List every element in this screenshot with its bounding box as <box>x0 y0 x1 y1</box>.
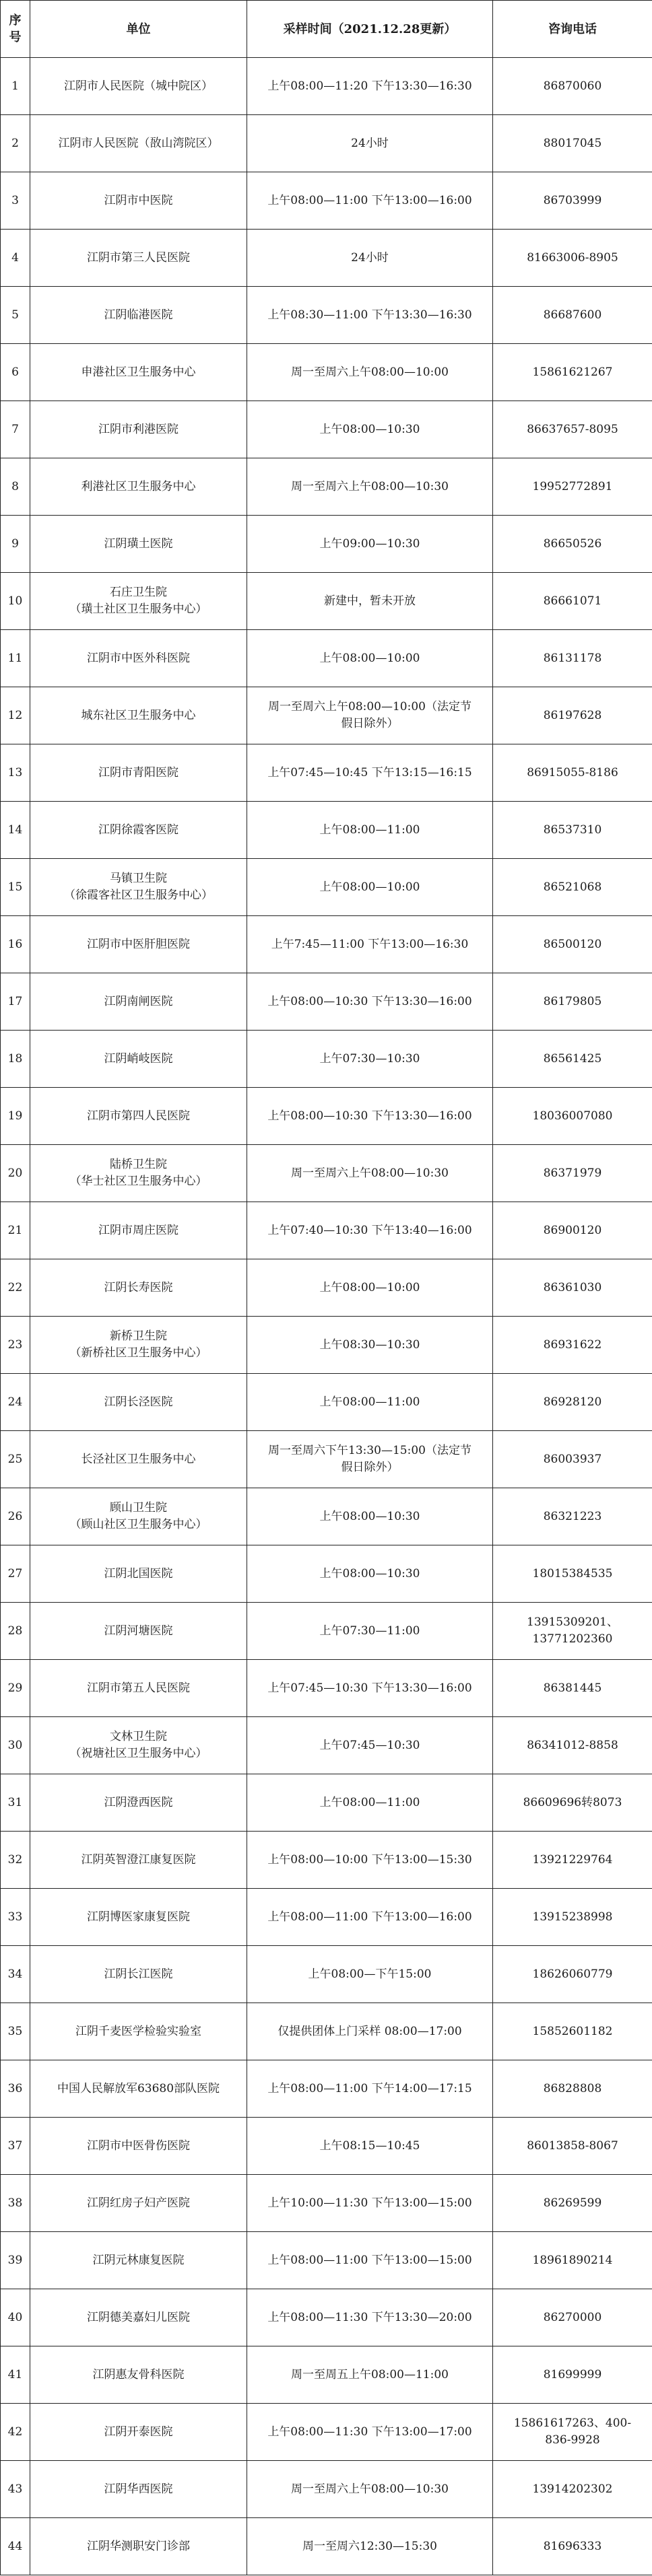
table-row <box>1 802 652 859</box>
cell-no: 40 <box>1 2289 30 2346</box>
cell-no: 23 <box>1 1317 30 1374</box>
cell-time: 周一至周六上午08:00—10:30 <box>247 2461 493 2518</box>
table-row <box>1 172 652 230</box>
table-row <box>1 287 652 344</box>
cell-no: 31 <box>1 1774 30 1832</box>
table-row <box>1 1717 652 1774</box>
table-body <box>1 58 652 2575</box>
cell-no: 30 <box>1 1717 30 1774</box>
cell-unit: 江阴华西医院 <box>30 2461 247 2518</box>
cell-unit: 利港社区卫生服务中心 <box>30 458 247 516</box>
cell-time: 上午08:00—11:20 下午13:30—16:30 <box>247 58 493 115</box>
cell-phone: 86687600 <box>493 287 652 344</box>
cell-no: 17 <box>1 973 30 1031</box>
table-row <box>1 1317 652 1374</box>
cell-no: 44 <box>1 2518 30 2575</box>
cell-time: 上午08:00—10:30 <box>247 401 493 458</box>
cell-phone: 86521068 <box>493 859 652 916</box>
cell-time: 上午08:00—10:00 <box>247 859 493 916</box>
table-row <box>1 1145 652 1202</box>
table-row <box>1 401 652 458</box>
cell-time: 周一至周六上午08:00—10:00 <box>247 344 493 401</box>
table-row <box>1 516 652 573</box>
cell-phone: 13915309201、 13771202360 <box>493 1603 652 1660</box>
cell-phone: 86915055-8186 <box>493 744 652 802</box>
cell-no: 38 <box>1 2175 30 2232</box>
cell-unit: 江阴璜土医院 <box>30 516 247 573</box>
cell-unit: 江阴市利港医院 <box>30 401 247 458</box>
cell-time: 上午10:00—11:30 下午13:00—15:00 <box>247 2175 493 2232</box>
cell-phone: 86661071 <box>493 573 652 630</box>
cell-no: 20 <box>1 1145 30 1202</box>
cell-phone: 13915238998 <box>493 1889 652 1946</box>
cell-no: 13 <box>1 744 30 802</box>
cell-unit: 申港社区卫生服务中心 <box>30 344 247 401</box>
table-row <box>1 1031 652 1088</box>
cell-no: 19 <box>1 1088 30 1145</box>
cell-phone: 18626060779 <box>493 1946 652 2003</box>
cell-no: 41 <box>1 2346 30 2404</box>
table-row <box>1 2461 652 2518</box>
cell-phone: 86270000 <box>493 2289 652 2346</box>
cell-phone: 19952772891 <box>493 458 652 516</box>
cell-no: 1 <box>1 58 30 115</box>
table-row <box>1 973 652 1031</box>
table-row <box>1 2289 652 2346</box>
cell-time: 24小时 <box>247 230 493 287</box>
table-row <box>1 916 652 973</box>
cell-unit: 石庄卫生院 （璜土社区卫生服务中心） <box>30 573 247 630</box>
cell-phone: 88017045 <box>493 115 652 172</box>
cell-time: 上午08:30—10:30 <box>247 1317 493 1374</box>
cell-time: 周一至周六上午08:00—10:30 <box>247 458 493 516</box>
cell-time: 周一至周六上午08:00—10:30 <box>247 1145 493 1202</box>
cell-unit: 长泾社区卫生服务中心 <box>30 1431 247 1488</box>
cell-time: 上午08:00—11:00 <box>247 1774 493 1832</box>
cell-no: 33 <box>1 1889 30 1946</box>
cell-unit: 江阴市第四人民医院 <box>30 1088 247 1145</box>
table-row <box>1 744 652 802</box>
cell-time: 上午08:00—下午15:00 <box>247 1946 493 2003</box>
cell-no: 15 <box>1 859 30 916</box>
cell-phone: 81696333 <box>493 2518 652 2575</box>
cell-phone: 18015384535 <box>493 1545 652 1603</box>
table-row <box>1 58 652 115</box>
table-row <box>1 1889 652 1946</box>
cell-no: 43 <box>1 2461 30 2518</box>
cell-time: 上午08:15—10:45 <box>247 2118 493 2175</box>
cell-no: 3 <box>1 172 30 230</box>
cell-no: 18 <box>1 1031 30 1088</box>
cell-time: 上午07:40—10:30 下午13:40—16:00 <box>247 1202 493 1259</box>
cell-time: 上午08:00—10:30 <box>247 1545 493 1603</box>
cell-no: 26 <box>1 1488 30 1545</box>
cell-unit: 江阴市中医肝胆医院 <box>30 916 247 973</box>
table-row <box>1 2118 652 2175</box>
table-row <box>1 1488 652 1545</box>
cell-no: 27 <box>1 1545 30 1603</box>
cell-no: 2 <box>1 115 30 172</box>
cell-time: 仅提供团体上门采样 08:00—17:00 <box>247 2003 493 2060</box>
cell-no: 5 <box>1 287 30 344</box>
table-row <box>1 859 652 916</box>
table-row <box>1 1832 652 1889</box>
cell-phone: 86361030 <box>493 1259 652 1317</box>
table-row <box>1 2060 652 2118</box>
cell-time: 新建中，暂未开放 <box>247 573 493 630</box>
header-row <box>1 1 652 58</box>
cell-unit: 江阴河塘医院 <box>30 1603 247 1660</box>
cell-unit: 江阴徐霞客医院 <box>30 802 247 859</box>
cell-phone: 86321223 <box>493 1488 652 1545</box>
cell-no: 6 <box>1 344 30 401</box>
cell-no: 16 <box>1 916 30 973</box>
cell-unit: 江阴长泾医院 <box>30 1374 247 1431</box>
cell-no: 11 <box>1 630 30 687</box>
cell-time: 上午07:45—10:30 <box>247 1717 493 1774</box>
cell-unit: 江阴市中医外科医院 <box>30 630 247 687</box>
cell-no: 32 <box>1 1832 30 1889</box>
cell-no: 21 <box>1 1202 30 1259</box>
cell-unit: 中国人民解放军63680部队医院 <box>30 2060 247 2118</box>
cell-phone: 86341012-8858 <box>493 1717 652 1774</box>
table-row <box>1 2232 652 2289</box>
cell-unit: 陆桥卫生院 （华士社区卫生服务中心） <box>30 1145 247 1202</box>
cell-time: 上午08:00—11:00 <box>247 1374 493 1431</box>
cell-time: 周一至周六下午13:30—15:00（法定节 假日除外） <box>247 1431 493 1488</box>
cell-time: 上午08:00—10:00 下午13:00—15:30 <box>247 1832 493 1889</box>
cell-unit: 马镇卫生院 （徐霞客社区卫生服务中心） <box>30 859 247 916</box>
table-row <box>1 1946 652 2003</box>
table-row <box>1 1603 652 1660</box>
cell-phone: 86703999 <box>493 172 652 230</box>
cell-time: 上午08:00—11:30 下午13:30—20:00 <box>247 2289 493 2346</box>
cell-time: 上午08:30—11:00 下午13:30—16:30 <box>247 287 493 344</box>
cell-unit: 江阴市第五人民医院 <box>30 1660 247 1717</box>
cell-phone: 15861621267 <box>493 344 652 401</box>
table-row <box>1 2175 652 2232</box>
cell-phone: 86828808 <box>493 2060 652 2118</box>
cell-unit: 江阴华测职安门诊部 <box>30 2518 247 2575</box>
cell-unit: 江阴市周庄医院 <box>30 1202 247 1259</box>
cell-time: 上午07:30—11:00 <box>247 1603 493 1660</box>
cell-phone: 86561425 <box>493 1031 652 1088</box>
table-row <box>1 1545 652 1603</box>
cell-phone: 13914202302 <box>493 2461 652 2518</box>
cell-unit: 新桥卫生院 （新桥社区卫生服务中心） <box>30 1317 247 1374</box>
cell-unit: 江阴长寿医院 <box>30 1259 247 1317</box>
cell-unit: 文林卫生院 （祝塘社区卫生服务中心） <box>30 1717 247 1774</box>
cell-unit: 顾山卫生院 （顾山社区卫生服务中心） <box>30 1488 247 1545</box>
cell-time: 上午08:00—11:00 下午13:00—16:00 <box>247 1889 493 1946</box>
cell-no: 34 <box>1 1946 30 2003</box>
cell-phone: 15852601182 <box>493 2003 652 2060</box>
cell-time: 周一至周五上午08:00—11:00 <box>247 2346 493 2404</box>
cell-time: 上午08:00—10:00 <box>247 1259 493 1317</box>
cell-unit: 江阴市中医院 <box>30 172 247 230</box>
cell-unit: 江阴元林康复医院 <box>30 2232 247 2289</box>
cell-phone: 86013858-8067 <box>493 2118 652 2175</box>
cell-phone: 86500120 <box>493 916 652 973</box>
cell-no: 39 <box>1 2232 30 2289</box>
header-unit: 单位 <box>30 1 247 58</box>
table-row <box>1 687 652 744</box>
cell-no: 4 <box>1 230 30 287</box>
cell-unit: 江阴长江医院 <box>30 1946 247 2003</box>
cell-no: 42 <box>1 2404 30 2461</box>
cell-no: 37 <box>1 2118 30 2175</box>
table-row <box>1 1374 652 1431</box>
cell-no: 12 <box>1 687 30 744</box>
cell-phone: 18961890214 <box>493 2232 652 2289</box>
table-row <box>1 1774 652 1832</box>
cell-unit: 江阴市青阳医院 <box>30 744 247 802</box>
cell-time: 上午08:00—11:00 下午13:00—16:00 <box>247 172 493 230</box>
cell-time: 上午08:00—11:00 下午14:00—17:15 <box>247 2060 493 2118</box>
table-row <box>1 2003 652 2060</box>
cell-no: 7 <box>1 401 30 458</box>
table-row <box>1 2518 652 2575</box>
cell-time: 上午09:00—10:30 <box>247 516 493 573</box>
cell-unit: 江阴英智澄江康复医院 <box>30 1832 247 1889</box>
cell-no: 8 <box>1 458 30 516</box>
cell-unit: 江阴红房子妇产医院 <box>30 2175 247 2232</box>
table-row <box>1 115 652 172</box>
cell-unit: 江阴博医家康复医院 <box>30 1889 247 1946</box>
cell-phone: 86900120 <box>493 1202 652 1259</box>
cell-unit: 江阴市第三人民医院 <box>30 230 247 287</box>
cell-time: 上午7:45—11:00 下午13:00—16:30 <box>247 916 493 973</box>
cell-unit: 江阴德美嘉妇儿医院 <box>30 2289 247 2346</box>
cell-no: 29 <box>1 1660 30 1717</box>
cell-phone: 86870060 <box>493 58 652 115</box>
cell-time: 周一至周六上午08:00—10:00（法定节 假日除外） <box>247 687 493 744</box>
cell-phone: 86381445 <box>493 1660 652 1717</box>
cell-time: 上午08:00—11:00 下午13:00—15:00 <box>247 2232 493 2289</box>
cell-phone: 86609696转8073 <box>493 1774 652 1832</box>
table-row <box>1 458 652 516</box>
header-time: 采样时间（2021.12.28更新） <box>247 1 493 58</box>
cell-unit: 城东社区卫生服务中心 <box>30 687 247 744</box>
cell-no: 22 <box>1 1259 30 1317</box>
cell-no: 35 <box>1 2003 30 2060</box>
cell-phone: 86131178 <box>493 630 652 687</box>
cell-phone: 18036007080 <box>493 1088 652 1145</box>
cell-unit: 江阴澄西医院 <box>30 1774 247 1832</box>
cell-no: 14 <box>1 802 30 859</box>
table-row <box>1 2346 652 2404</box>
cell-phone: 86637657-8095 <box>493 401 652 458</box>
cell-time: 周一至周六12:30—15:30 <box>247 2518 493 2575</box>
cell-phone: 13921229764 <box>493 1832 652 1889</box>
cell-unit: 江阴惠友骨科医院 <box>30 2346 247 2404</box>
cell-phone: 86371979 <box>493 1145 652 1202</box>
cell-phone: 15861617263、400- 836-9928 <box>493 2404 652 2461</box>
cell-time: 上午08:00—11:30 下午13:00—17:00 <box>247 2404 493 2461</box>
cell-unit: 江阴市人民医院（城中院区） <box>30 58 247 115</box>
header-no: 序号 <box>1 1 30 58</box>
cell-no: 28 <box>1 1603 30 1660</box>
table-row <box>1 630 652 687</box>
cell-no: 24 <box>1 1374 30 1431</box>
cell-unit: 江阴开泰医院 <box>30 2404 247 2461</box>
cell-unit: 江阴千麦医学检验实验室 <box>30 2003 247 2060</box>
cell-phone: 86197628 <box>493 687 652 744</box>
table-row <box>1 1202 652 1259</box>
cell-unit: 江阴市中医骨伤医院 <box>30 2118 247 2175</box>
table-row <box>1 1088 652 1145</box>
cell-unit: 江阴临港医院 <box>30 287 247 344</box>
cell-time: 上午07:45—10:30 下午13:30—16:00 <box>247 1660 493 1717</box>
cell-no: 25 <box>1 1431 30 1488</box>
cell-time: 上午08:00—11:00 <box>247 802 493 859</box>
table-row <box>1 573 652 630</box>
cell-no: 9 <box>1 516 30 573</box>
cell-phone: 86931622 <box>493 1317 652 1374</box>
table-row <box>1 2404 652 2461</box>
cell-phone: 86928120 <box>493 1374 652 1431</box>
cell-unit: 江阴南闸医院 <box>30 973 247 1031</box>
cell-unit: 江阴市人民医院（敔山湾院区） <box>30 115 247 172</box>
table-row <box>1 1259 652 1317</box>
cell-unit: 江阴北国医院 <box>30 1545 247 1603</box>
cell-phone: 81663006-8905 <box>493 230 652 287</box>
cell-unit: 江阴峭岐医院 <box>30 1031 247 1088</box>
cell-time: 上午07:30—10:30 <box>247 1031 493 1088</box>
cell-no: 36 <box>1 2060 30 2118</box>
table-row <box>1 1660 652 1717</box>
cell-no: 10 <box>1 573 30 630</box>
table-row <box>1 1431 652 1488</box>
cell-phone: 86179805 <box>493 973 652 1031</box>
cell-time: 上午08:00—10:30 下午13:30—16:00 <box>247 1088 493 1145</box>
cell-phone: 86537310 <box>493 802 652 859</box>
table-row <box>1 230 652 287</box>
cell-phone: 86003937 <box>493 1431 652 1488</box>
cell-phone: 86650526 <box>493 516 652 573</box>
cell-time: 上午08:00—10:30 下午13:30—16:00 <box>247 973 493 1031</box>
cell-phone: 86269599 <box>493 2175 652 2232</box>
cell-time: 24小时 <box>247 115 493 172</box>
cell-time: 上午07:45—10:45 下午13:15—16:15 <box>247 744 493 802</box>
cell-phone: 81699999 <box>493 2346 652 2404</box>
cell-time: 上午08:00—10:00 <box>247 630 493 687</box>
cell-time: 上午08:00—10:30 <box>247 1488 493 1545</box>
header-phone: 咨询电话 <box>493 1 652 58</box>
table-row <box>1 344 652 401</box>
